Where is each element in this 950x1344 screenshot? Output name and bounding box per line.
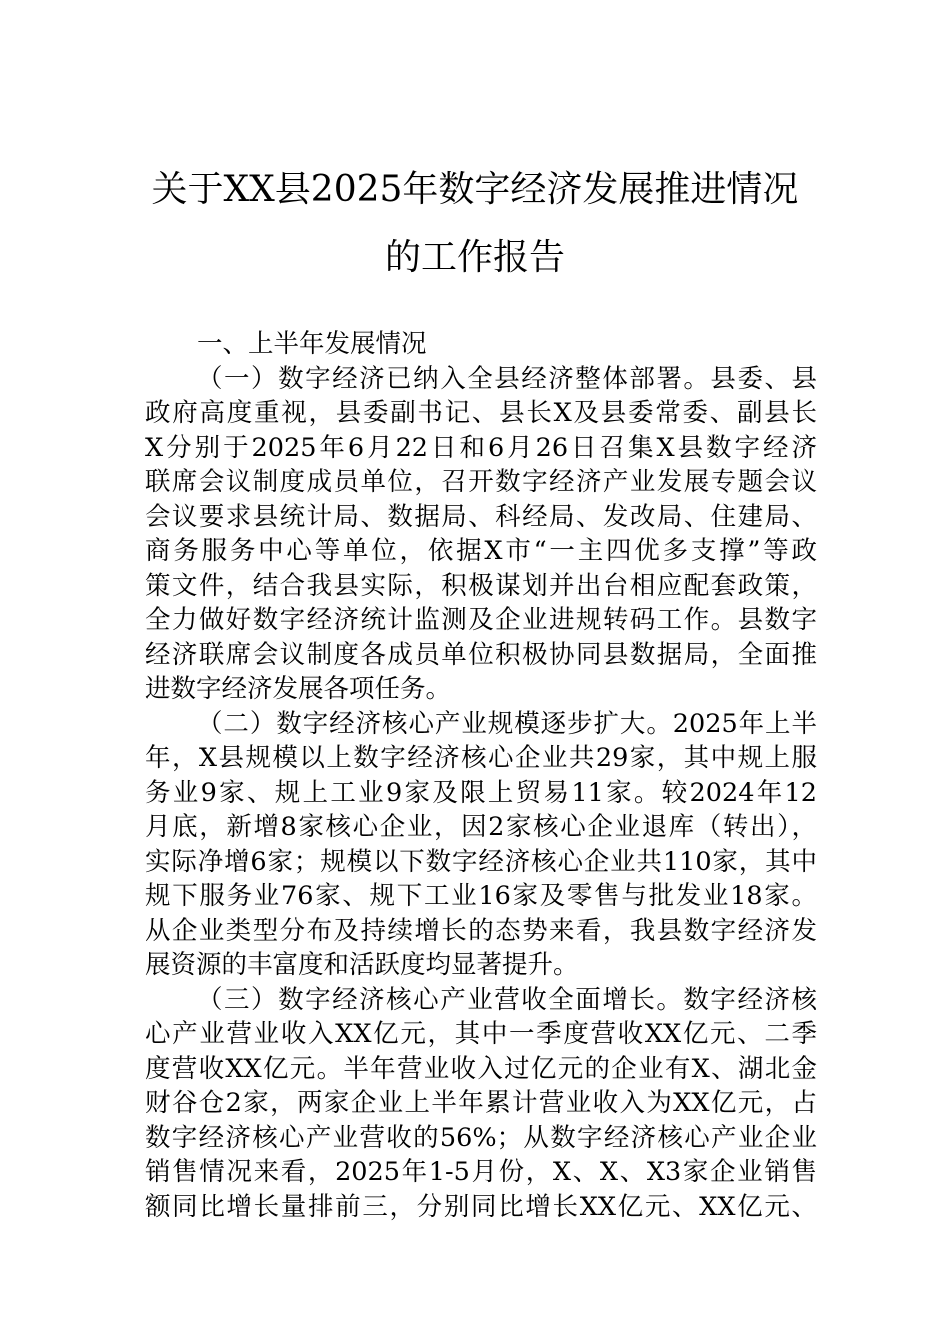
section-heading: 一、上半年发展情况 <box>197 329 427 359</box>
paragraph-line: 会议要求县统计局、数据局、科经局、发改局、住建局、 <box>145 501 817 532</box>
paragraph-line: 商务服务中心等单位，依据X市“一主四优多支撑”等政 <box>145 536 817 566</box>
paragraph-line: 务业9家、规上工业9家及限上贸易11家。较2024年12 <box>145 777 817 808</box>
document-title-line-2: 的工作报告 <box>384 237 565 278</box>
paragraph-line: （三）数字经济核心产业营收全面增长。数字经济核 <box>197 984 817 1015</box>
paragraph-line: （二）数字经济核心产业规模逐步扩大。2025年上半 <box>197 708 817 739</box>
paragraph-line: 规下服务业76家、规下工业16家及零售与批发业18家。 <box>145 881 817 911</box>
paragraph-line: 策文件，结合我县实际，积极谋划并出台相应配套政策， <box>145 570 817 601</box>
paragraph <box>145 707 817 983</box>
paragraph-line: 额同比增长量排前三，分别同比增长XX亿元、XX亿元、 <box>145 1191 817 1222</box>
paragraph-line: 数字经济核心产业营收的56%；从数字经济核心产业企业 <box>145 1122 817 1153</box>
paragraph <box>145 362 817 707</box>
paragraph-line: 全力做好数字经济统计监测及企业进规转码工作。县数字 <box>145 605 817 635</box>
paragraph-line: 财谷仓2家，两家企业上半年累计营业收入为XX亿元，占 <box>145 1088 817 1118</box>
paragraph-line: （一）数字经济已纳入全县经济整体部署。县委、县 <box>197 363 817 394</box>
document-title-line-1: 关于XX县2025年数字经济发展推进情况 <box>151 169 799 210</box>
document-body <box>145 327 817 1224</box>
paragraph-line: 进数字经济发展各项任务。 <box>145 674 452 704</box>
paragraph-line: 联席会议制度成员单位，召开数字经济产业发展专题会议 <box>145 467 817 497</box>
paragraph-line: 展资源的丰富度和活跃度均显著提升。 <box>145 950 579 980</box>
paragraph <box>145 983 817 1225</box>
paragraph-line: 从企业类型分布及持续增长的态势来看，我县数字经济发 <box>145 915 817 946</box>
paragraph-line: 销售情况来看，2025年1-5月份，X、X、X3家企业销售 <box>145 1157 817 1187</box>
paragraph-line: 实际净增6家；规模以下数字经济核心企业共110家，其中 <box>145 846 817 877</box>
paragraph-line: 政府高度重视，县委副书记、县长X及县委常委、副县长 <box>145 398 817 428</box>
paragraphs <box>145 362 817 1225</box>
paragraph-line: X分别于2025年6月22日和6月26日召集X县数字经济 <box>145 432 817 463</box>
paragraph-line: 度营收XX亿元。半年营业收入过亿元的企业有X、湖北金 <box>145 1053 817 1084</box>
paragraph-line: 月底，新增8家核心企业，因2家核心企业退库（转出）， <box>145 812 817 842</box>
paragraph-line: 年，X县规模以上数字经济核心企业共29家，其中规上服 <box>145 743 817 773</box>
paragraph-line: 心产业营业收入XX亿元，其中一季度营收XX亿元、二季 <box>145 1019 817 1049</box>
paragraph-line: 经济联席会议制度各成员单位积极协同县数据局，全面推 <box>145 639 817 670</box>
